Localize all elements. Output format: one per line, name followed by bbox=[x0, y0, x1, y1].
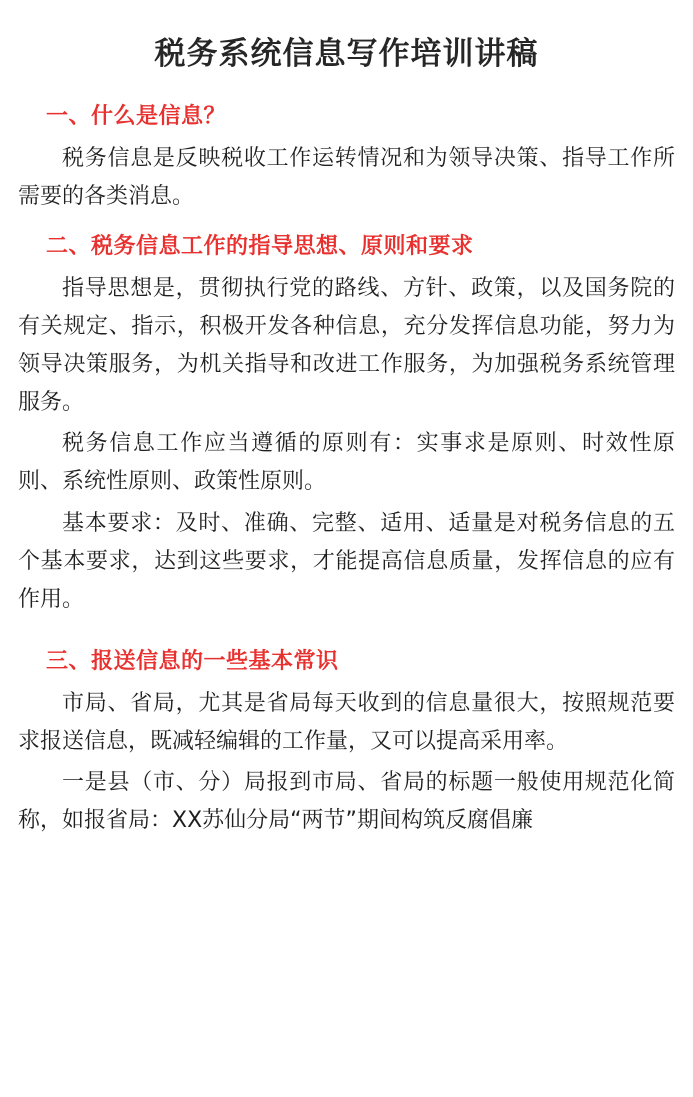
paragraph-4: 基本要求：及时、准确、完整、适用、适量是对税务信息的五个基本要求，达到这些要求，才能提高信息质量，发挥信息的应有作用。 bbox=[18, 511, 675, 612]
paragraph-3: 税务信息工作应当遵循的原则有：实事求是原则、时效性原则、系统性原则、政策性原则。 bbox=[18, 431, 675, 495]
section-heading-3: 三、报送信息的一些基本常识 bbox=[46, 648, 339, 674]
paragraph-1: 税务信息是反映税收工作运转情况和为领导决策、指导工作所需要的各类消息。 bbox=[18, 146, 675, 210]
section-spacer bbox=[18, 623, 675, 631]
section-heading-2: 二、税务信息工作的指导思想、原则和要求 bbox=[46, 234, 474, 260]
section-heading-1: 一、什么是信息？ bbox=[46, 104, 227, 130]
paragraph-6: 一是县（市、分）局报到市局、省局的标题一般使用规范化简称，如报省局：XX苏仙分局“两节”期间构筑反腐倡廉 bbox=[18, 770, 675, 834]
paragraph-2: 指导思想是，贯彻执行党的路线、方针、政策，以及国务院的有关规定、指示，积极开发各种信息，充分发挥信息功能，努力为领导决策服务，为机关指导和改进工作服务，为加强税务系统管理服务。 bbox=[18, 276, 675, 415]
paragraph-5: 市局、省局，尤其是省局每天收到的信息量很大，按照规范要求报送信息，既减轻编辑的工作量，又可以提高采用率。 bbox=[18, 690, 675, 754]
page-title: 税务系统信息写作培训讲稿 bbox=[154, 36, 539, 72]
